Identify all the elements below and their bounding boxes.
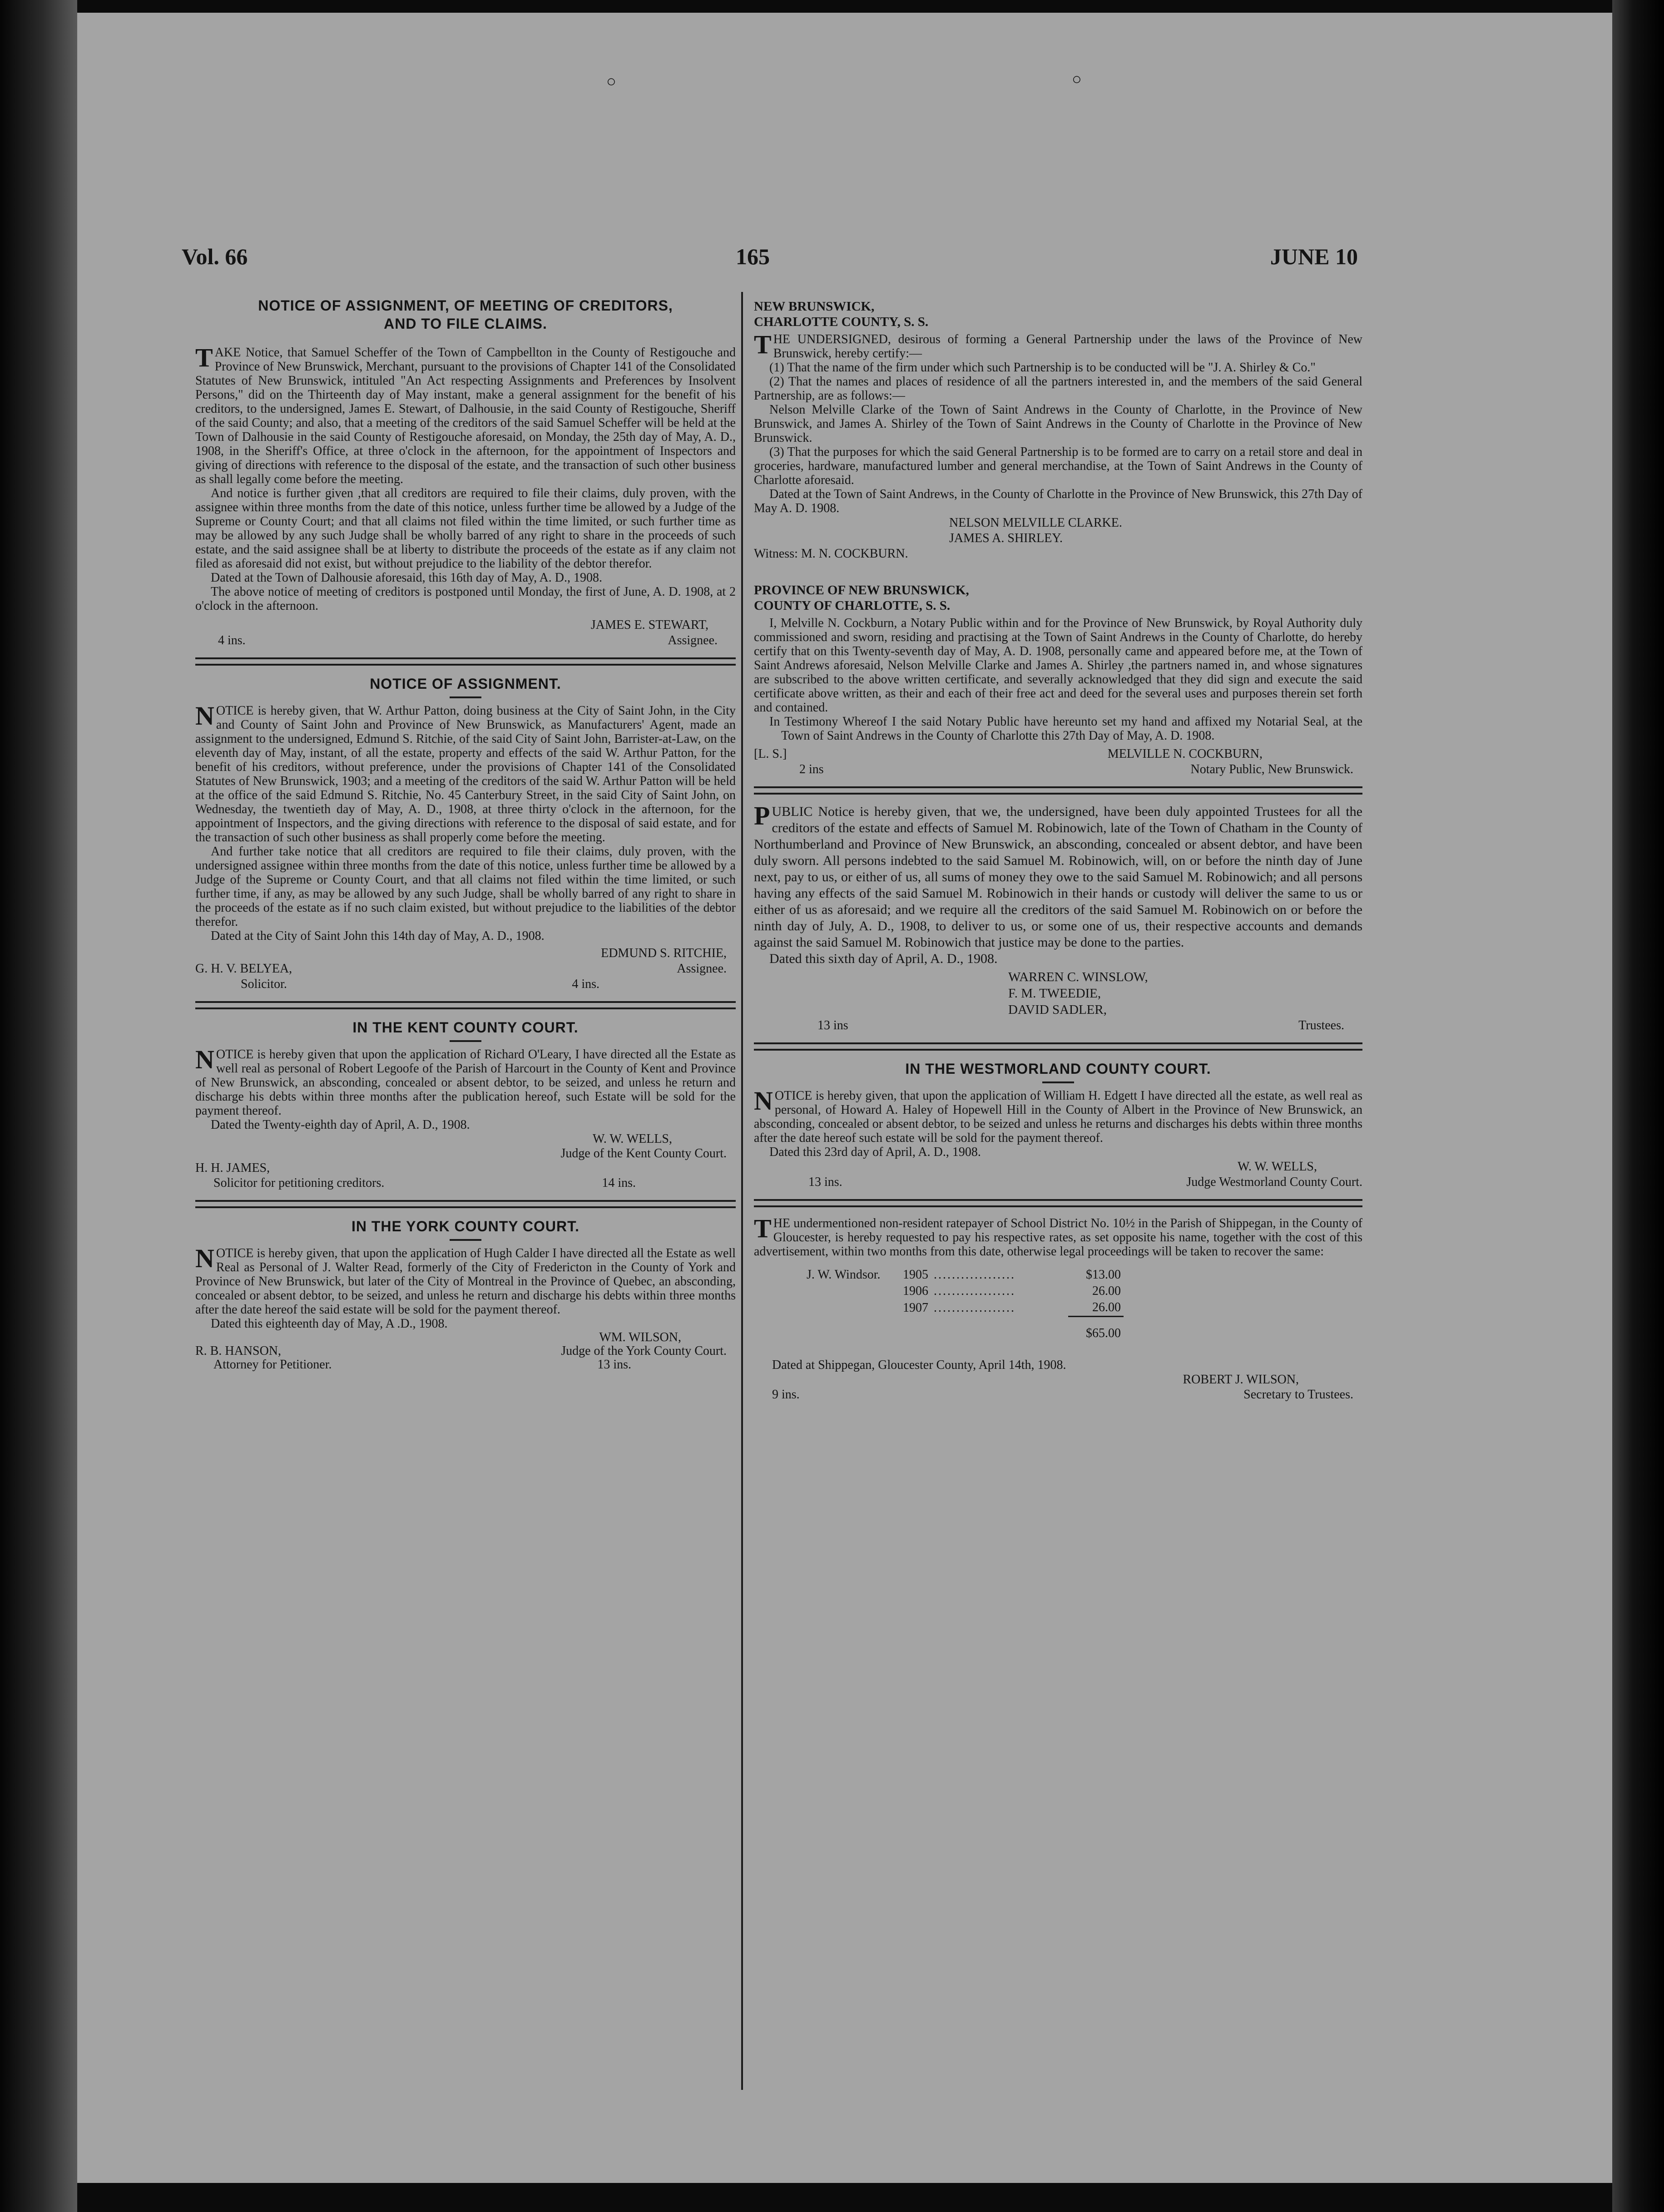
partner-signature: NELSON MELVILLE CLARKE.	[949, 516, 1122, 530]
section-divider	[754, 1042, 1362, 1051]
paragraph: HE UNDERSIGNED, desirous of forming a General Partnership under the laws of the Province of New Brunswick, hereby certify:—	[773, 332, 1362, 360]
judge-role: Judge Westmorland County Court.	[1186, 1175, 1362, 1189]
margin-mark-left: ○	[606, 72, 616, 90]
notice-subtitle: AND TO FILE CLAIMS.	[384, 316, 547, 332]
notice-body	[754, 616, 1362, 743]
paragraph: Dated at the Town of Dalhousie aforesaid, this 16th day of May, A. D., 1908.	[211, 571, 602, 585]
paragraph: And notice is further given ,that all creditors are required to file their claims, duly proven, with the assignee within three months from the date of this notice, unless further time be allowed by a Judge of the Supreme or County Court; and that all claims not filed within the time limited, or such further time as may be allowed by any such Judge shall be wholly barred of any right to share in the proceeds of such estate, and the said assignee shall be at liberty to distribute the proceeds of the estate as if any claim not filed as aforesaid did not exist, but without prejudice to the liability of the debtor therefor.	[195, 486, 736, 571]
section-divider	[195, 657, 736, 666]
notice-patton	[195, 675, 736, 992]
short-rule	[450, 1239, 481, 1241]
rate-year: 1907	[903, 1300, 928, 1315]
short-rule	[1042, 1081, 1074, 1083]
notice-scheffer	[195, 296, 736, 648]
paragraph: HE undermentioned non-resident ratepayer of School District No. 10½ in the Parish of Shippegan, in the County of Gloucester, is hereby requested to pay his respective rates, as set opposite his name, together with the cost of this advertisement, within two months from this date, otherwise legal proceedings will be taken to recover the same:	[754, 1216, 1362, 1259]
seal-mark: [L. S.]	[754, 747, 787, 761]
trustee-name: WARREN C. WINSLOW,	[1008, 970, 1148, 984]
notice-body	[754, 1086, 1362, 1159]
rate-year: 1905	[903, 1268, 928, 1282]
drop-cap: T	[195, 343, 213, 372]
notice-title: NOTICE OF ASSIGNMENT.	[370, 676, 561, 692]
short-rule	[450, 696, 481, 698]
insertions-count: 13 ins	[817, 1018, 848, 1032]
notice-body	[195, 343, 736, 613]
judge-name: W. W. WELLS,	[1237, 1160, 1317, 1174]
attorney-name: R. B. HANSON,	[195, 1344, 282, 1358]
volume-number: Vol. 66	[182, 244, 248, 269]
paragraph: Dated at the Town of Saint Andrews, in the County of Charlotte in the Province of New Brunswick, this 27th Day of May A. D. 1908.	[754, 487, 1362, 515]
paragraph: In Testimony Whereof I the said Notary Public have hereunto set my hand and affixed my Notarial Seal, at the Town of Saint Andrews in the County of Charlotte this 27th Day of May, A. D. 1908.	[769, 715, 1362, 743]
insertions-count: 4 ins.	[218, 633, 246, 647]
signature-role: Assignee.	[677, 962, 727, 976]
paragraph: Dated this 23rd day of April, A. D., 1908.	[769, 1145, 981, 1159]
notice-trustees-robinowich	[754, 801, 1362, 1033]
section-divider	[195, 1200, 736, 1208]
rates-table	[804, 1267, 1124, 1342]
witness-line: Witness: M. N. COCKBURN.	[754, 547, 908, 561]
signature-name: JAMES E. STEWART,	[590, 618, 708, 632]
trustees-role: Trustees.	[1298, 1018, 1344, 1032]
total-row	[804, 1317, 1124, 1342]
insertions-count: 2 ins	[799, 762, 824, 776]
notice-body	[195, 1047, 736, 1132]
paragraph: Dated at the City of Saint John this 14th day of May, A. D., 1908.	[211, 929, 545, 943]
table-row	[804, 1267, 1124, 1283]
right-column	[754, 299, 1362, 1402]
notice-body	[754, 332, 1362, 515]
signature-role: Assignee.	[668, 633, 718, 647]
paragraph: OTICE is hereby given that upon the application of Richard O'Leary, I have directed all the Estate as well real as personal of Robert Legoofe of the Parish of Harcourt in the County of Kent and Province of New Brunswick, an absconding, concealed or absent debtor, to be seized, and unless he return and discharge his debts within three months after the publication hereof, such Estate will be sold for the payment thereof.	[195, 1047, 736, 1118]
jurisdiction-line: PROVINCE OF NEW BRUNSWICK,	[754, 583, 969, 597]
rate-total: $65.00	[1068, 1317, 1124, 1342]
partner-signature: JAMES A. SHIRLEY.	[949, 531, 1063, 545]
paragraph: Dated this sixth day of April, A. D., 1908.	[769, 951, 998, 966]
notice-title: IN THE WESTMORLAND COUNTY COURT.	[905, 1061, 1211, 1077]
notice-partnership-certificate	[754, 299, 1362, 562]
paragraph: The above notice of meeting of creditors is postponed until Monday, the first of June, A. D. 1908, at 2 o'clock in the afternoon.	[195, 585, 736, 613]
jurisdiction-line: NEW BRUNSWICK,	[754, 299, 875, 314]
notice-kent-county-court	[195, 1018, 736, 1191]
page-number: 165	[736, 244, 770, 269]
paragraph: Nelson Melville Clarke of the Town of Saint Andrews in the County of Charlotte, in the Province of New Brunswick, and James A. Shirley of the Town of Saint Andrews in the County of Charlotte in the Province of New Brunswick.	[754, 403, 1362, 445]
section-divider	[195, 1001, 736, 1009]
drop-cap: N	[195, 701, 214, 731]
solicitor-role: Solicitor for petitioning creditors.	[213, 1176, 385, 1190]
paragraph: And further take notice that all creditors are required to file their claims, duly proven, with the undersigned assignee within three months from the date of this notice, unless further time be allowed by a Judge of the Supreme or County Court, and that all claims not filed within the time limited, or such further time, if any, as may be allowed by any such Judge, shall be wholly barred of any right to share in the proceeds of the estate as if no such claim existed, but without prejudice to the liabilities of the debtor therefor.	[195, 844, 736, 929]
book-spine-shadow	[0, 0, 77, 2212]
section-divider	[754, 786, 1362, 795]
notice-body	[754, 1216, 1362, 1259]
notice-body	[754, 801, 1362, 967]
page-header	[77, 243, 1612, 271]
column-divider	[741, 292, 743, 2090]
notary-role: Notary Public, New Brunswick.	[1190, 762, 1353, 776]
table-row	[804, 1283, 1124, 1299]
left-column	[195, 296, 736, 1372]
notice-york-county-court	[195, 1217, 736, 1372]
rate-year: 1906	[903, 1284, 928, 1298]
drop-cap: N	[195, 1045, 214, 1074]
paragraph: (3) That the purposes for which the said General Partnership is to be formed are to carry on a retail store and deal in groceries, hardware, manufactured lumber and general merchandise, at the Town of Saint Andrews in the County of Charlotte aforesaid.	[754, 445, 1362, 487]
secretary-role: Secretary to Trustees.	[1243, 1387, 1353, 1402]
notice-body	[195, 701, 736, 943]
notice-title: NOTICE OF ASSIGNMENT, OF MEETING OF CREDITORS,	[258, 297, 673, 314]
paragraph: UBLIC Notice is hereby given, that we, the undersigned, have been duly appointed Trustees for all the creditors of the estate and effects of Samuel M. Robinowich, late of the Town of Chatham in the County of Northumberland and Province of New Brunswick, an absconding, concealed or absent debtor, and have been duly sworn. All persons indebted to the said Samuel M. Robinowich, will, on or before the ninth day of June next, pay to us, or either of us, all sums of money they owe to the said Samuel M. Robinowich; and all persons having any effects of the said Samuel M. Robinowich in their hands or custody will deliver the same to us or either of us as aforesaid; and we require all the creditors of the said Samuel M. Robinowich on or before the ninth day of July, A. D., 1908, to deliver to us, or some one of us, their respective accounts and demands against the said Samuel M. Robinowich that justice may be done to the parties.	[754, 804, 1362, 950]
solicitor-role: Solicitor.	[241, 977, 287, 991]
jurisdiction-line: COUNTY OF CHARLOTTE, S. S.	[754, 598, 951, 613]
ratepayer-name	[804, 1299, 900, 1317]
paragraph: Dated this eighteenth day of May, A .D., 1908.	[211, 1317, 448, 1331]
rate-amount: $13.00	[1086, 1268, 1121, 1282]
notice-title: IN THE KENT COUNTY COURT.	[352, 1019, 579, 1036]
solicitor-name: H. H. JAMES,	[195, 1161, 270, 1175]
notary-signature: MELVILLE N. COCKBURN,	[1107, 747, 1263, 761]
trustee-name: DAVID SADLER,	[1008, 1002, 1107, 1017]
leader-dots: ..................	[934, 1300, 1015, 1315]
paragraph: AKE Notice, that Samuel Scheffer of the Town of Campbellton in the County of Restigouche and Province of New Brunswick, Merchant, pursuant to the provisions of Chapter 141 of the Consolidated Statutes of New Brunswick, intituled "An Act respecting Assignments and Preferences by Insolvent Persons," did on the Thirteenth day of May instant, make a general assignment for the benefit of his creditors, to the undersigned, James E. Stewart, of Dalhousie, in the said County of Restigouche, Sheriff of the said County; and also, that a meeting of the creditors of the said Samuel Scheffer will be held at the Town of Dalhousie in the said County of Restigouche aforesaid, on Monday, the 25th day of May, A. D., 1908, in the Sheriff's Office, at three o'clock in the afternoon, for the appointment of Inspectors and giving of directions with reference to the disposal of the estate, and the transaction of such other business as shall legally come before the meeting.	[195, 346, 736, 486]
notice-body	[195, 1246, 736, 1331]
paragraph: OTICE is hereby given, that W. Arthur Patton, doing business at the City of Saint John, in the City and County of Saint John and Province of New Brunswick, as Manufacturers' Agent, made an assignment to the undersigned, Edmund S. Ritchie, of the said City of Saint John, Barrister-at-Law, on the eleventh day of May, instant, of all the estate, property and effects of the said W. Arthur Patton, for the benefit of his creditors, without preference, under the provisions of Chapter 141 of the Consolidated Statutes of New Brunswick, 1903; and a meeting of the creditors of the said W. Arthur Patton will be held at the office of the said Edmund S. Ritchie, No. 45 Canterbury Street, in the said City of Saint John, on Wednesday, the twentieth day of May, A. D., 1908, at three thirty o'clock in the afternoon, for the appointment of Inspectors, and the giving directions with reference to the disposal of said estate, and for the transaction of such other business as shall properly come before the meeting.	[195, 704, 736, 844]
paragraph: OTICE is hereby given, that upon the application of William H. Edgett I have directed all the estate, as well real as personal, of Howard A. Haley of Hopewell Hill in the County of Albert in the Province of New Brunswick, an absconding, concealed or absent debtor, to be seized and unless he returns and discharges his debts within three months after the date hereof such estate will be sold for the payment thereof.	[754, 1089, 1362, 1145]
drop-cap: N	[754, 1086, 773, 1116]
solicitor-name: G. H. V. BELYEA,	[195, 962, 292, 976]
secretary-signature: ROBERT J. WILSON,	[1183, 1373, 1299, 1387]
drop-cap: N	[195, 1244, 214, 1273]
insertions-count: 9 ins.	[772, 1387, 800, 1402]
drop-cap: P	[754, 801, 770, 830]
notice-notary-acknowledgment	[754, 583, 1362, 777]
margin-mark-right: ○	[1072, 70, 1082, 88]
leader-dots: ..................	[934, 1284, 1015, 1298]
drop-cap: T	[754, 330, 772, 359]
judge-role: Judge of the York County Court.	[561, 1344, 727, 1358]
paragraph: OTICE is hereby given, that upon the application of Hugh Calder I have directed all the Estate as well Real as Personal of J. Walter Read, formerly of the City of Fredericton in the County of York and Province of New Brunswick, but later of the City of Montreal in the Province of Quebec, an absconding, concealed or absent debtor, to be seized, and unless he return and discharge his debts within three months after the date hereof the said estate will be sold for the payment thereof.	[195, 1246, 736, 1317]
trustee-name: F. M. TWEEDIE,	[1008, 986, 1101, 1001]
section-divider	[754, 1199, 1362, 1207]
jurisdiction-line: CHARLOTTE COUNTY, S. S.	[754, 315, 929, 329]
ratepayer-name	[804, 1283, 900, 1299]
ratepayer-name: J. W. Windsor.	[807, 1268, 881, 1282]
insertions-count: 4 ins.	[572, 977, 599, 991]
leader-dots: ..................	[934, 1268, 1015, 1282]
insertions-count: 13 ins.	[597, 1358, 631, 1372]
paragraph: (2) That the names and places of residence of all the partners interested in, and the members of the said General Partnership, are as follows:—	[754, 375, 1362, 403]
table-row	[804, 1299, 1124, 1317]
dated-line: Dated at Shippegan, Gloucester County, April 14th, 1908.	[772, 1358, 1066, 1372]
page-edge-shadow	[1612, 0, 1664, 2212]
judge-name: WM. WILSON,	[599, 1330, 681, 1344]
rate-amount: 26.00	[1092, 1300, 1121, 1314]
notice-school-rates	[754, 1216, 1362, 1402]
notice-title: IN THE YORK COUNTY COURT.	[351, 1218, 580, 1234]
signature-name: EDMUND S. RITCHIE,	[601, 946, 727, 960]
paragraph: Dated the Twenty-eighth day of April, A. D., 1908.	[211, 1118, 470, 1132]
issue-date: JUNE 10	[1270, 244, 1358, 269]
judge-role: Judge of the Kent County Court.	[560, 1146, 727, 1160]
drop-cap: T	[754, 1214, 772, 1243]
insertions-count: 14 ins.	[602, 1176, 636, 1190]
paragraph: I, Melville N. Cockburn, a Notary Public within and for the Province of New Brunswick, by Royal Authority duly commissioned and sworn, residing and practising at the Town of Saint Andrews in the County of Charlotte, do hereby certify that on this Twenty-seventh day of May, A. D. 1908, personally came and appeared before me, at the Town of Saint Andrews aforesaid, Nelson Melville Clarke and James A. Shirley ,the partners named in, and whose signatures are subscribed to the above written certificate, and severally acknowledged that they did sign and execute the said certificate above written, as their and each of their free act and deed for the several uses and purposes therein set forth and contained.	[754, 616, 1362, 715]
attorney-role: Attorney for Petitioner.	[213, 1358, 332, 1372]
paragraph: (1) That the name of the firm under which such Partnership is to be conducted will be "J. A. Shirley & Co."	[769, 360, 1316, 375]
gazette-page	[77, 13, 1612, 2183]
rate-amount: 26.00	[1092, 1284, 1121, 1298]
judge-name: W. W. WELLS,	[592, 1132, 672, 1146]
insertions-count: 13 ins.	[808, 1175, 842, 1189]
short-rule	[450, 1040, 481, 1042]
notice-westmorland-county-court	[754, 1060, 1362, 1190]
